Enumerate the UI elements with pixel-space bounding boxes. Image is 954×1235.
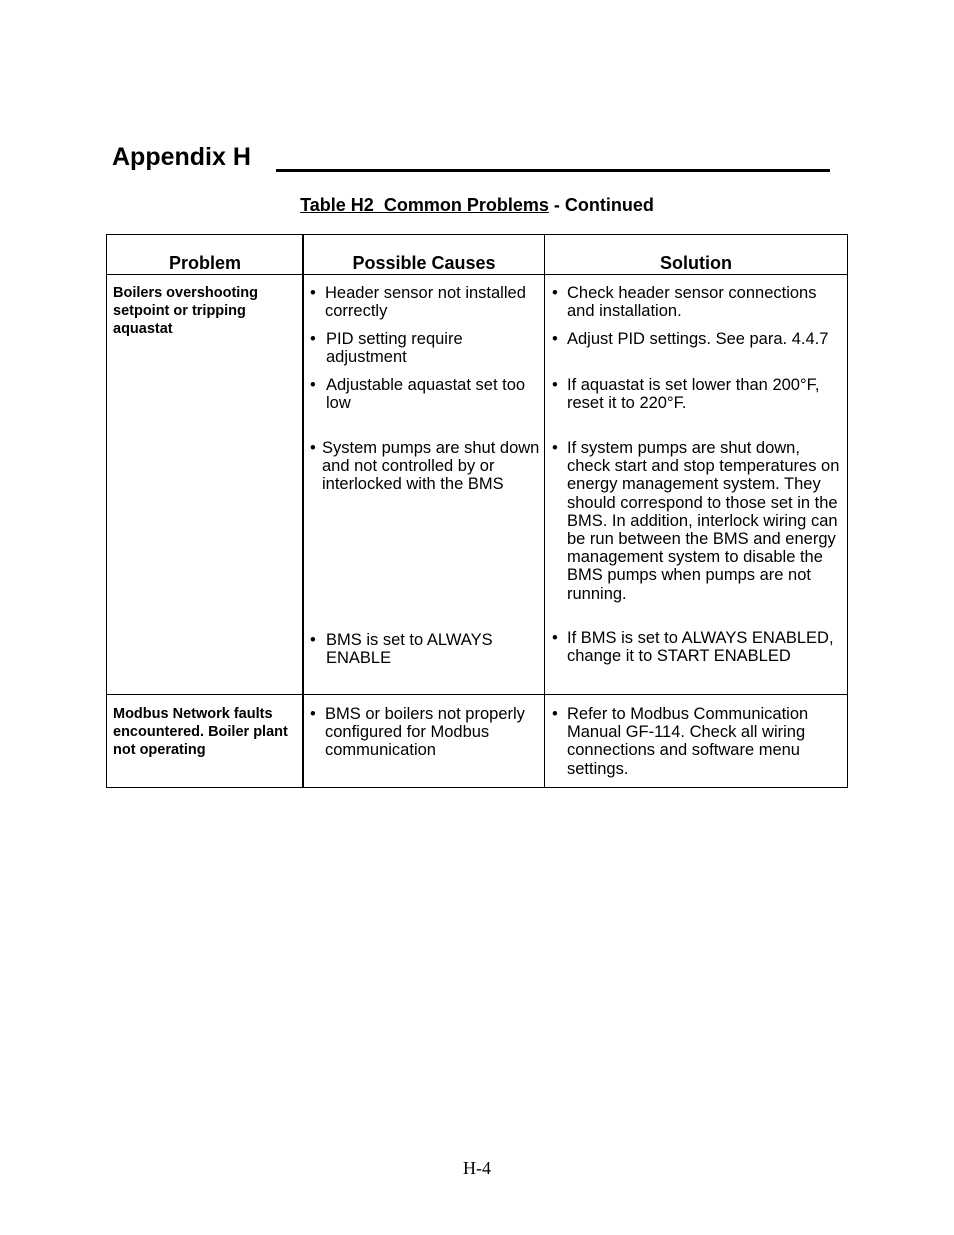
header-divider xyxy=(106,274,848,275)
table-border-right xyxy=(847,234,848,788)
solution-item: • Adjust PID settings. See para. 4.4.7 xyxy=(552,330,829,348)
problem-cell: Modbus Network faults encountered. Boiler plant not operating xyxy=(113,706,288,758)
row-divider xyxy=(106,694,848,695)
column-divider-1 xyxy=(302,234,304,788)
cause-item: • System pumps are shut down and not controlled by or interlocked with the BMS xyxy=(310,439,540,494)
solution-item: • If system pumps are shut down, check start and stop temperatures on energy management system. They should correspond to those set in the BMS. In addition, interlock wiring can be run between the BMS and energy management system to disable the BMS pumps when pumps are not running. xyxy=(552,439,840,603)
table-border-bottom xyxy=(106,787,848,788)
cause-item: • Header sensor not installed correctly xyxy=(310,284,526,321)
table-caption-name: Table H2 xyxy=(300,195,374,215)
column-header-solution: Solution xyxy=(660,253,732,273)
heading-rule xyxy=(276,169,830,172)
table-border-top xyxy=(106,234,848,235)
cause-item: • PID setting require adjustment xyxy=(310,330,463,367)
appendix-title: Appendix H xyxy=(112,143,251,171)
problem-cell: Boilers overshooting setpoint or tripping aquastat xyxy=(113,285,259,337)
table-caption xyxy=(0,194,954,216)
solution-item: • Refer to Modbus Communication Manual GF-114. Check all wiring connections and software menu settings. xyxy=(552,705,809,778)
table-caption-subject: Common Problems xyxy=(383,195,549,215)
table-caption-suffix: - Continued xyxy=(553,195,654,215)
solution-item: • Check header sensor connections and installation. xyxy=(552,284,817,321)
page-number: H-4 xyxy=(463,1158,491,1178)
solution-item: • If BMS is set to ALWAYS ENABLED, change it to START ENABLED xyxy=(552,629,834,666)
table-border-left xyxy=(106,234,107,788)
cause-item: • BMS is set to ALWAYS ENABLE xyxy=(310,631,493,668)
column-divider-2 xyxy=(544,234,545,788)
cause-item: • Adjustable aquastat set too low xyxy=(310,376,526,413)
appendix-heading xyxy=(112,140,832,174)
cause-item: • BMS or boilers not properly configured for Modbus communication xyxy=(310,705,525,760)
column-header-problem: Problem xyxy=(168,253,242,273)
solution-item: • If aquastat is set lower than 200°F, reset it to 220°F. xyxy=(552,376,820,413)
column-header-causes: Possible Causes xyxy=(352,253,496,273)
